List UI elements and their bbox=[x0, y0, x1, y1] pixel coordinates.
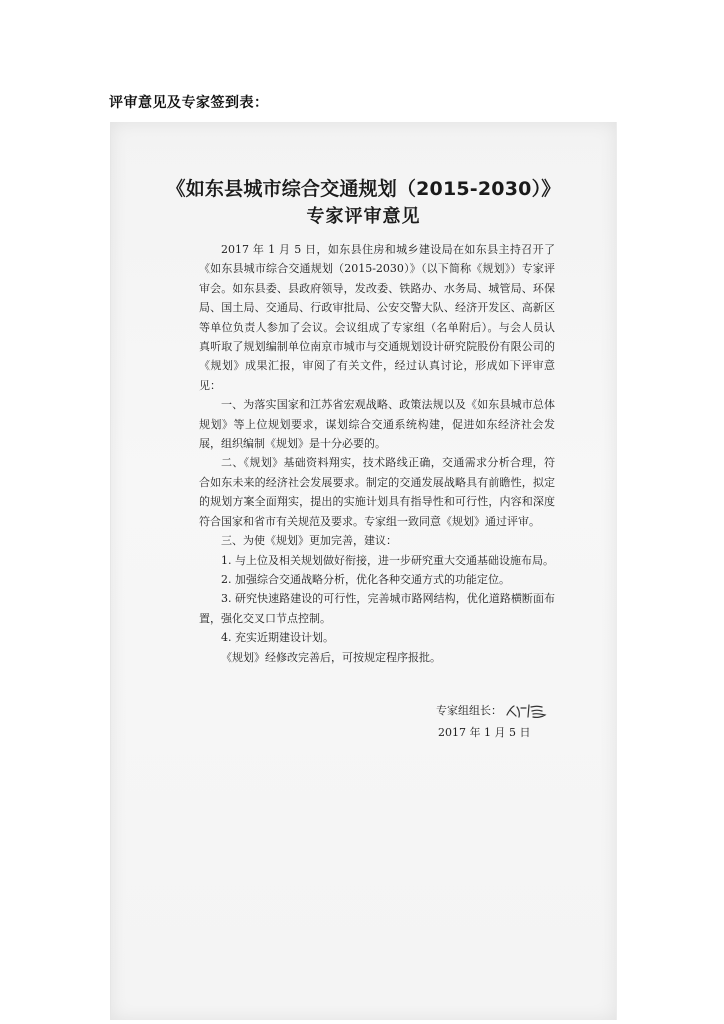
signature-date: 2017 年 1 月 5 日 bbox=[438, 726, 531, 739]
suggestion-4: 4. 充实近期建设计划。 bbox=[221, 631, 334, 645]
paragraph-intro: 2017 年 1 月 5 日，如东县住房和城乡建设局在如东县主持召开了《如东县城市综合交通规划（2015-2030）》（以下简称《规划》）专家评审会。如东县委、县政府领导，发改委、铁路办、水务局、城管局、环保局、国土局、交通局、行政审批局、公安交警大队、经济开发区、高新区等单位负责人参加了会议。会议组成了专家组（名单附后）。与会人员认真听取了规划编制单位南京市城市与交通规划设计研究院股份有限公司的《规划》成果汇报，审阅了有关文件，经过认真讨论，形成如下评审意见： bbox=[199, 243, 555, 392]
scanned-document bbox=[110, 122, 617, 1020]
signature-block bbox=[436, 700, 550, 744]
paragraph-opinion-1: 一、为落实国家和江苏省宏观战略、政策法规以及《如东县城市总体规划》等上位规划要求，谋划综合交通系统构建，促进如东经济社会发展，组织编制《规划》是十分必要的。 bbox=[199, 398, 555, 451]
document-body bbox=[199, 240, 555, 667]
document-title: 《如东县城市综合交通规划（2015-2030）》 bbox=[166, 178, 561, 200]
signature-label: 专家组组长： bbox=[436, 704, 502, 717]
paragraph-opinion-2: 二、《规划》基础资料翔实，技术路线正确，交通需求分析合理，符合如东未来的经济社会发展要求。制定的交通发展战略具有前瞻性，拟定的规划方案全面翔实，提出的实施计划具有指导性和可行性，内容和深度符合国家和省市有关规范及要求。专家组一致同意《规划》通过评审。 bbox=[199, 456, 555, 528]
page-heading: 评审意见及专家签到表： bbox=[109, 95, 269, 111]
suggestion-2: 2. 加强综合交通战略分析，优化各种交通方式的功能定位。 bbox=[221, 572, 510, 586]
handwritten-signature bbox=[504, 701, 550, 721]
paragraph-closing: 《规划》经修改完善后，可按规定程序报批。 bbox=[221, 650, 441, 664]
suggestion-3: 3. 研究快速路建设的可行性，完善城市路网结构，优化道路横断面布置，强化交叉口节点控制。 bbox=[199, 592, 555, 625]
document-subtitle: 专家评审意见 bbox=[306, 206, 421, 227]
suggestion-1: 1. 与上位及相关规划做好衔接，进一步研究重大交通基础设施布局。 bbox=[221, 553, 554, 567]
paragraph-opinion-3: 三、为使《规划》更加完善，建议： bbox=[221, 534, 397, 548]
